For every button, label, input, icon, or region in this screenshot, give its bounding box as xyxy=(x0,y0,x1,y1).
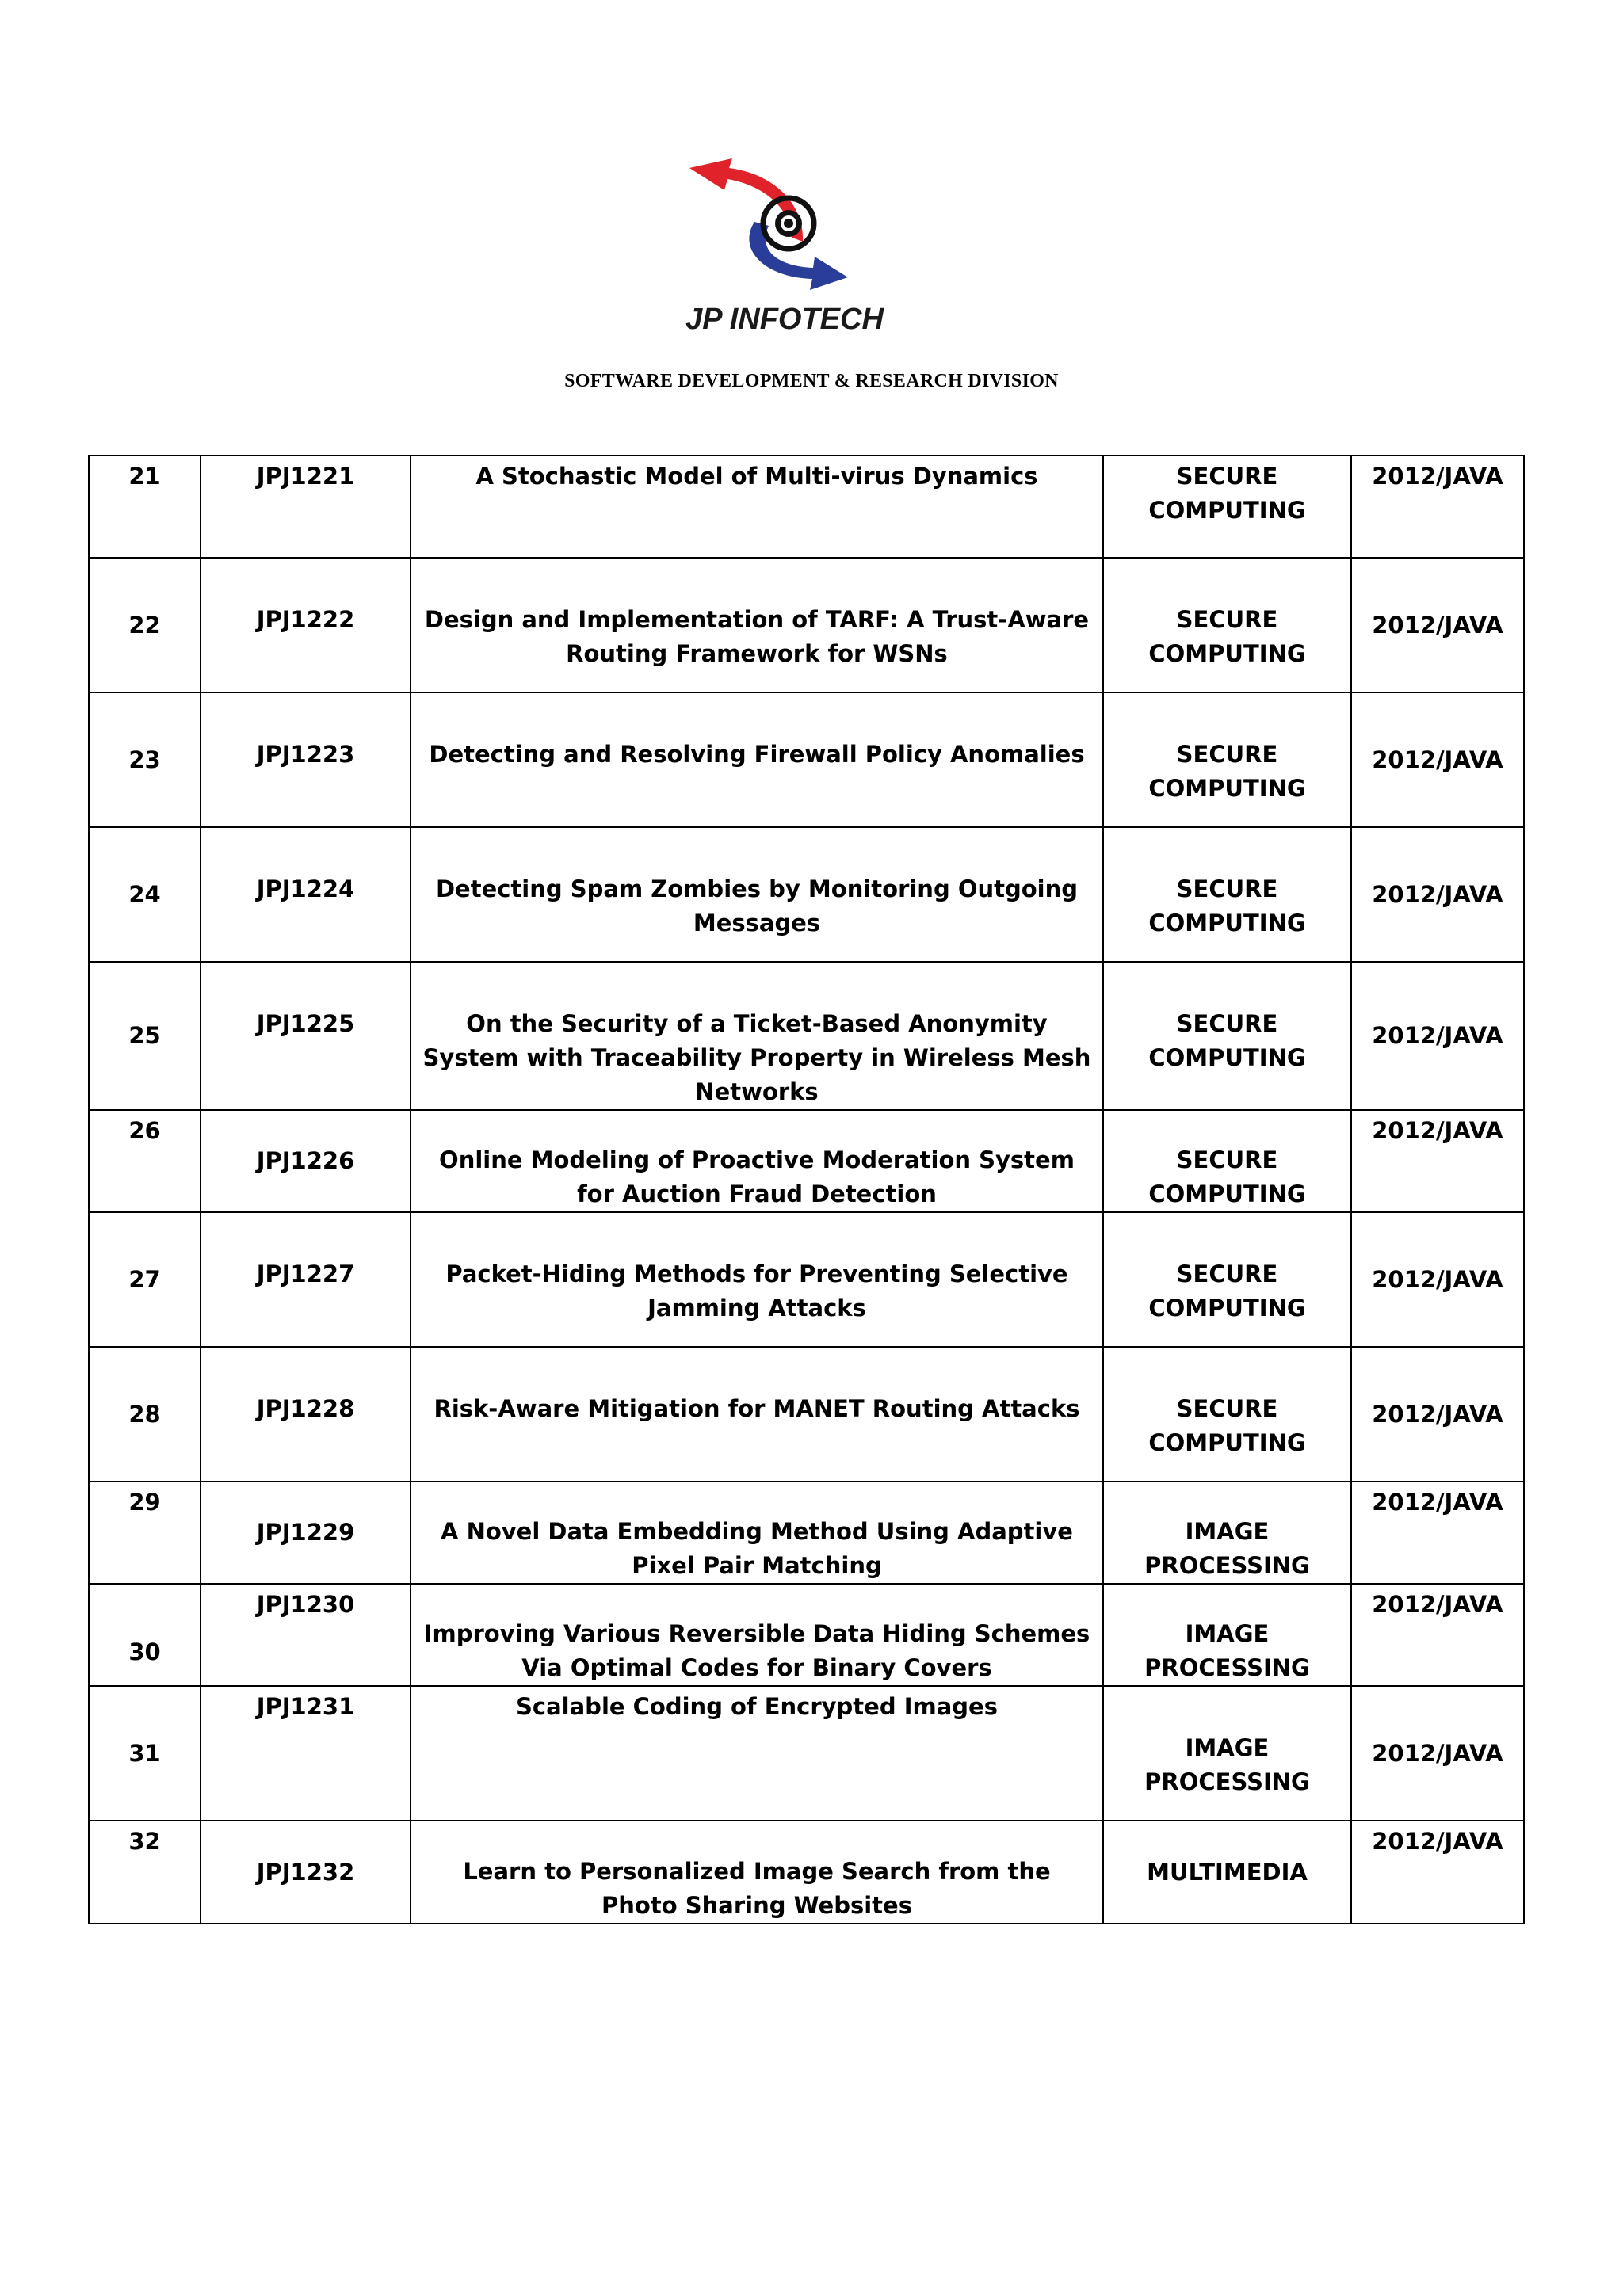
logo-eye-icon xyxy=(658,151,911,341)
cell-code: JPJ1221 xyxy=(200,456,411,558)
cell-title: Risk-Aware Mitigation for MANET Routing Attacks xyxy=(411,1347,1103,1482)
cell-domain: SECURE COMPUTING xyxy=(1103,962,1351,1110)
cell-year: 2012/JAVA xyxy=(1351,692,1524,827)
cell-code: JPJ1222 xyxy=(200,558,411,692)
cell-year: 2012/JAVA xyxy=(1351,1686,1524,1821)
cell-sno: 22 xyxy=(89,558,200,692)
table-row xyxy=(89,1212,1524,1347)
table-row xyxy=(89,456,1524,558)
cell-year: 2012/JAVA xyxy=(1351,1482,1524,1584)
cell-title: Online Modeling of Proactive Moderation System for Auction Fraud Detection xyxy=(411,1110,1103,1212)
cell-code: JPJ1230 xyxy=(200,1584,411,1686)
cell-year: 2012/JAVA xyxy=(1351,962,1524,1110)
cell-title: Improving Various Reversible Data Hiding Schemes Via Optimal Codes for Binary Covers xyxy=(411,1584,1103,1686)
cell-code: JPJ1226 xyxy=(200,1110,411,1212)
cell-year: 2012/JAVA xyxy=(1351,1212,1524,1347)
projects-table xyxy=(88,455,1525,1924)
cell-code: JPJ1228 xyxy=(200,1347,411,1482)
cell-code: JPJ1223 xyxy=(200,692,411,827)
cell-domain: SECURE COMPUTING xyxy=(1103,1110,1351,1212)
cell-domain: IMAGE PROCESSING xyxy=(1103,1686,1351,1821)
cell-title: A Novel Data Embedding Method Using Adaptive Pixel Pair Matching xyxy=(411,1482,1103,1584)
division-subtitle: SOFTWARE DEVELOPMENT & RESEARCH DIVISION xyxy=(564,371,1059,391)
cell-sno: 23 xyxy=(89,692,200,827)
cell-title: On the Security of a Ticket-Based Anonymity System with Traceability Property in Wireless Mesh Networks xyxy=(411,962,1103,1110)
cell-title: Detecting Spam Zombies by Monitoring Outgoing Messages xyxy=(411,827,1103,962)
cell-title: Learn to Personalized Image Search from the Photo Sharing Websites xyxy=(411,1821,1103,1924)
cell-year: 2012/JAVA xyxy=(1351,456,1524,558)
cell-sno: 28 xyxy=(89,1347,200,1482)
cell-sno: 29 xyxy=(89,1482,200,1584)
cell-code: JPJ1224 xyxy=(200,827,411,962)
cell-domain: SECURE COMPUTING xyxy=(1103,692,1351,827)
table-row xyxy=(89,1686,1524,1821)
table-row xyxy=(89,827,1524,962)
cell-domain: SECURE COMPUTING xyxy=(1103,1347,1351,1482)
cell-title: Detecting and Resolving Firewall Policy Anomalies xyxy=(411,692,1103,827)
cell-title: Design and Implementation of TARF: A Trust-Aware Routing Framework for WSNs xyxy=(411,558,1103,692)
cell-sno: 26 xyxy=(89,1110,200,1212)
cell-title: Scalable Coding of Encrypted Images xyxy=(411,1686,1103,1821)
cell-year: 2012/JAVA xyxy=(1351,1347,1524,1482)
cell-sno: 31 xyxy=(89,1686,200,1821)
cell-domain: MULTIMEDIA xyxy=(1103,1821,1351,1924)
table-row xyxy=(89,962,1524,1110)
cell-sno: 30 xyxy=(89,1584,200,1686)
cell-code: JPJ1227 xyxy=(200,1212,411,1347)
table-row xyxy=(89,1347,1524,1482)
cell-code: JPJ1225 xyxy=(200,962,411,1110)
cell-sno: 21 xyxy=(89,456,200,558)
cell-code: JPJ1229 xyxy=(200,1482,411,1584)
cell-year: 2012/JAVA xyxy=(1351,1821,1524,1924)
cell-year: 2012/JAVA xyxy=(1351,1584,1524,1686)
cell-domain: IMAGE PROCESSING xyxy=(1103,1482,1351,1584)
table-row xyxy=(89,1584,1524,1686)
cell-sno: 25 xyxy=(89,962,200,1110)
cell-sno: 32 xyxy=(89,1821,200,1924)
cell-sno: 24 xyxy=(89,827,200,962)
cell-year: 2012/JAVA xyxy=(1351,827,1524,962)
table-row xyxy=(89,1821,1524,1924)
table-row xyxy=(89,1110,1524,1212)
cell-sno: 27 xyxy=(89,1212,200,1347)
cell-domain: IMAGE PROCESSING xyxy=(1103,1584,1351,1686)
table-row xyxy=(89,692,1524,827)
cell-title: Packet-Hiding Methods for Preventing Selective Jamming Attacks xyxy=(411,1212,1103,1347)
table-row xyxy=(89,1482,1524,1584)
cell-domain: SECURE COMPUTING xyxy=(1103,558,1351,692)
company-logo xyxy=(658,151,911,341)
cell-year: 2012/JAVA xyxy=(1351,1110,1524,1212)
cell-domain: SECURE COMPUTING xyxy=(1103,456,1351,558)
table-row xyxy=(89,558,1524,692)
cell-domain: SECURE COMPUTING xyxy=(1103,827,1351,962)
cell-domain: SECURE COMPUTING xyxy=(1103,1212,1351,1347)
cell-year: 2012/JAVA xyxy=(1351,558,1524,692)
cell-code: JPJ1231 xyxy=(200,1686,411,1821)
brand-name: JP INFOTECH xyxy=(685,303,884,336)
cell-code: JPJ1232 xyxy=(200,1821,411,1924)
cell-title: A Stochastic Model of Multi-virus Dynamics xyxy=(411,456,1103,558)
